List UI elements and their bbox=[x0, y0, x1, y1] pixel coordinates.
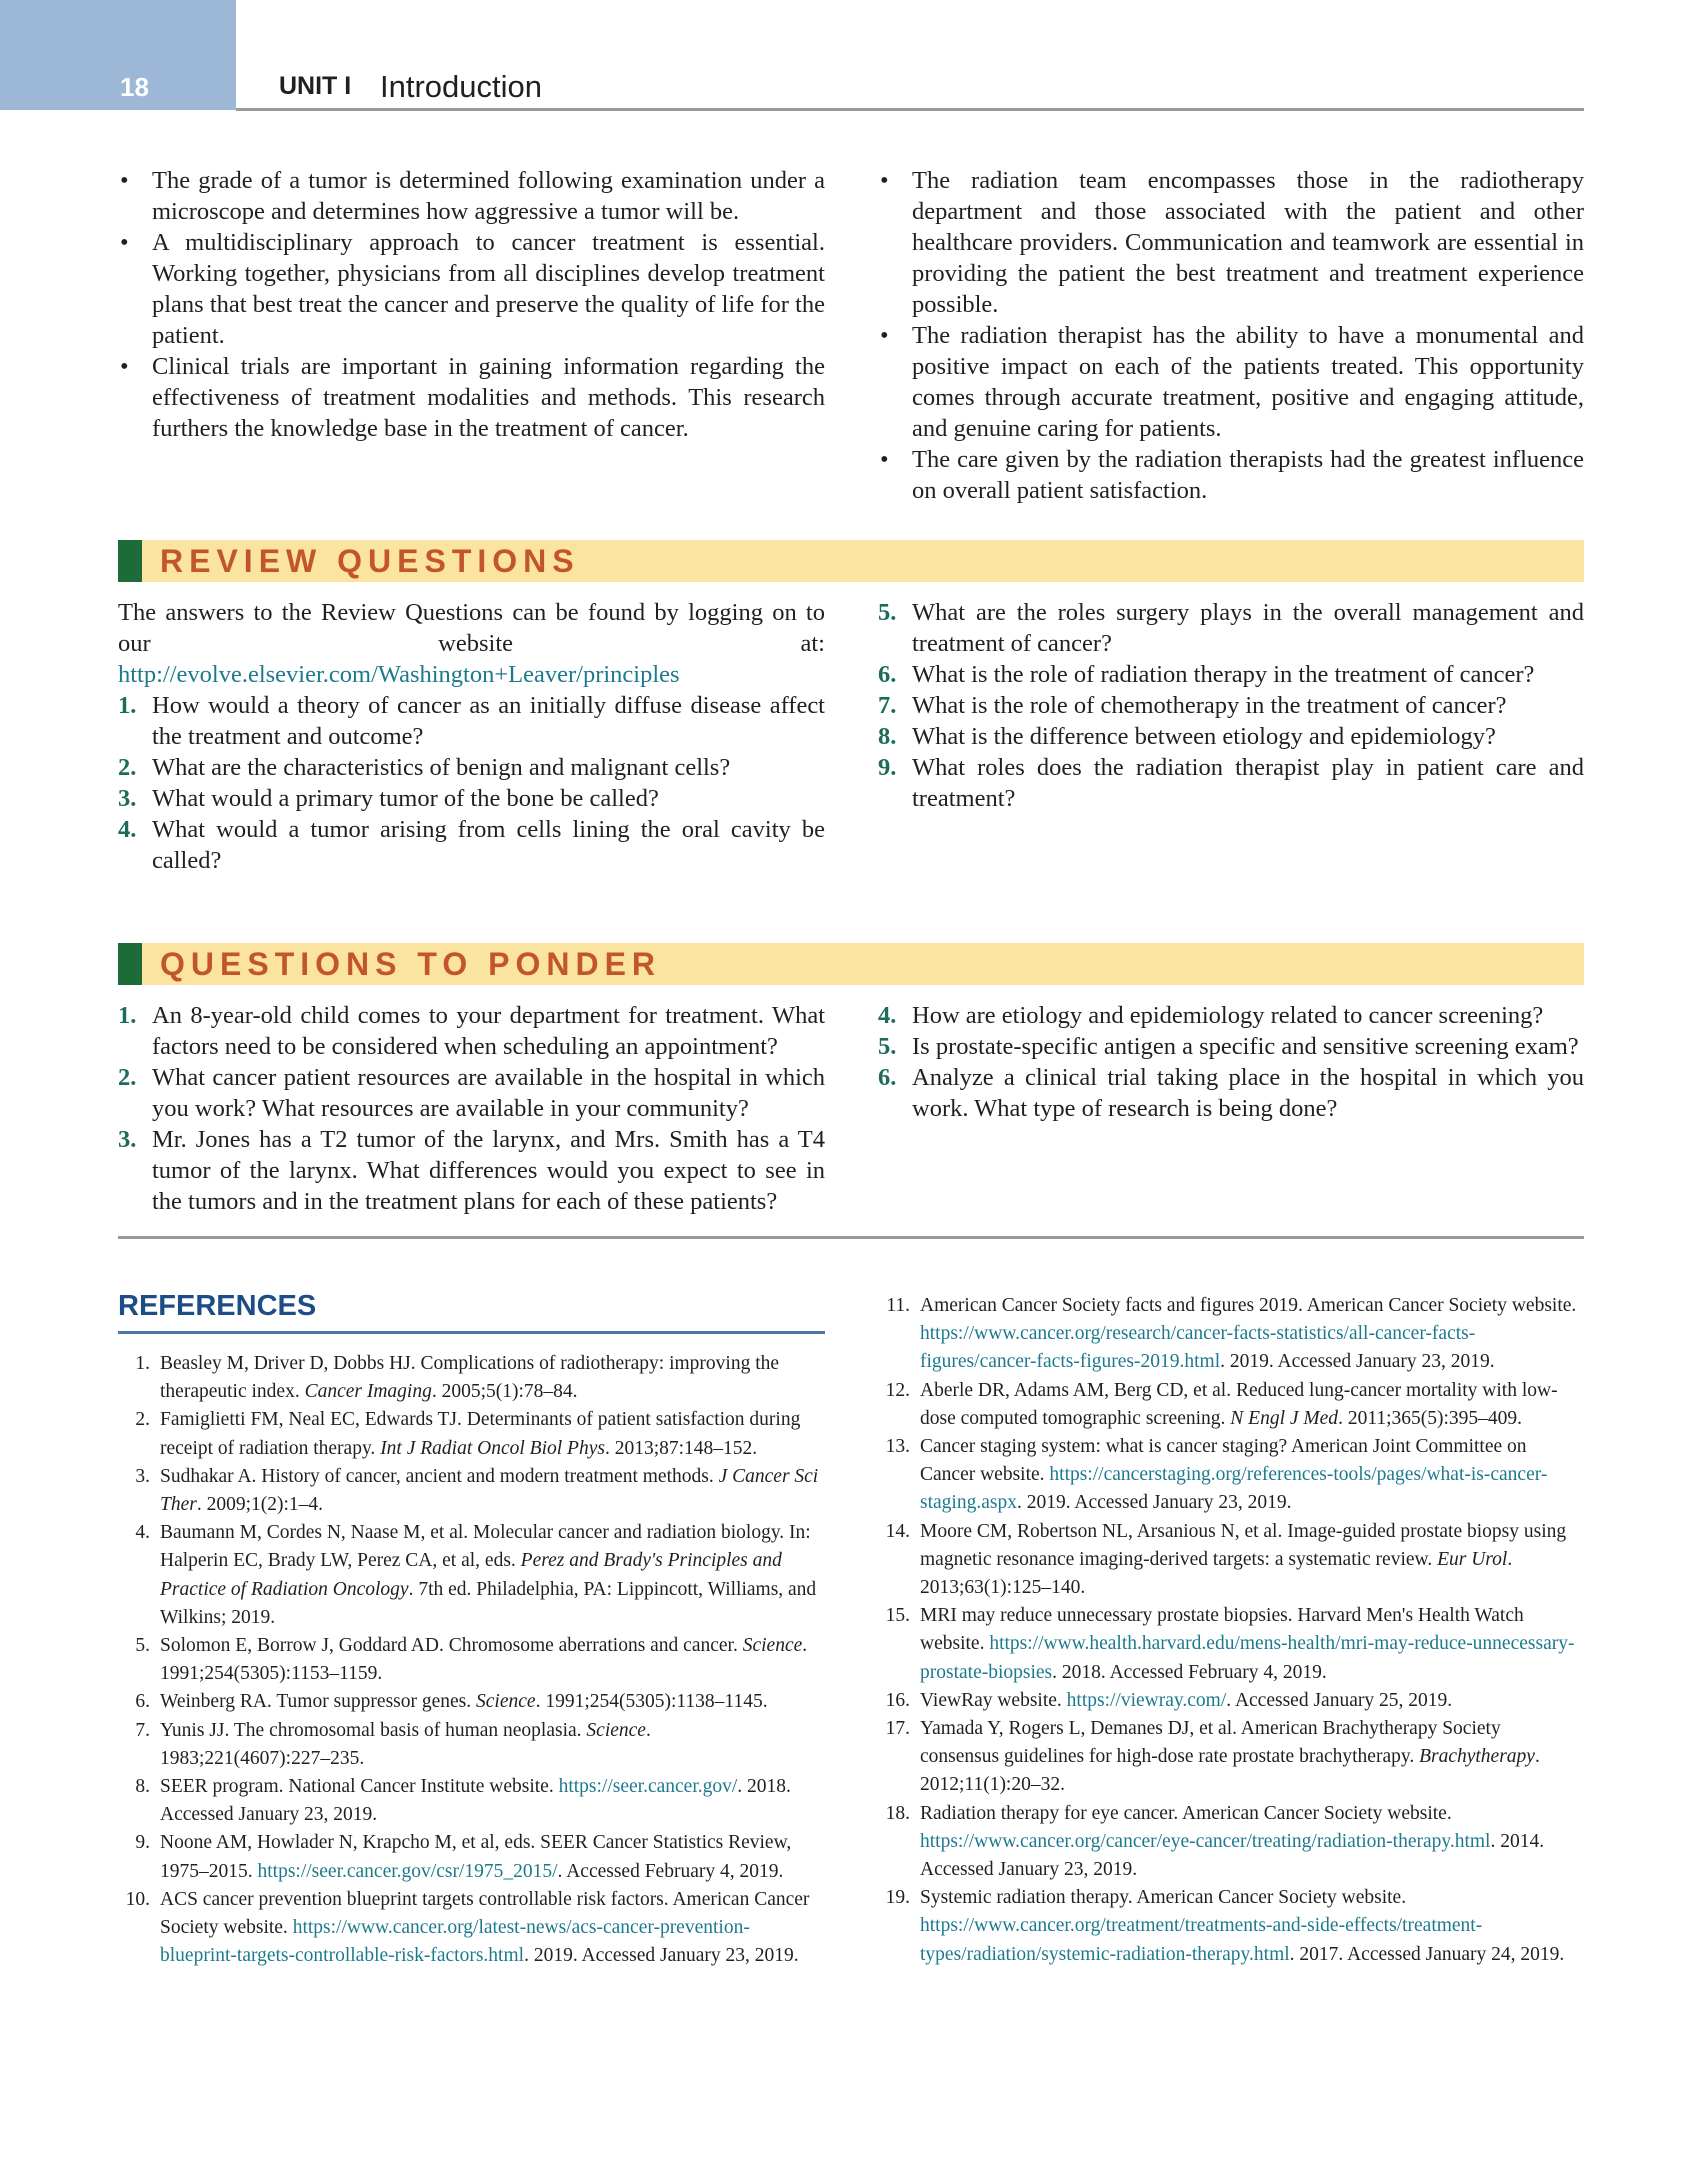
review-question bbox=[878, 752, 1584, 814]
reference-item bbox=[118, 1773, 825, 1829]
reference-text: Radiation therapy for eye cancer. American Cancer Society website. bbox=[920, 1802, 1452, 1824]
reference-link[interactable]: https://www.cancer.org/cancer/eye-cancer/treating/radiation-therapy.html bbox=[920, 1830, 1491, 1852]
reference-text: Cancer staging system: what is cancer staging? American Joint Committee on Cancer website. bbox=[920, 1436, 1527, 1486]
ponder-banner bbox=[118, 943, 1584, 985]
reference-text: ACS cancer prevention blueprint targets controllable risk factors. American Cancer Society website. bbox=[160, 1888, 810, 1939]
question-number: 7. bbox=[878, 692, 897, 719]
reference-journal: Science bbox=[476, 1691, 536, 1713]
question-number: 3. bbox=[118, 785, 137, 812]
question-text: What roles does the radiation therapist play in patient care and treatment? bbox=[912, 754, 1584, 812]
review-question-list bbox=[878, 597, 1584, 814]
reference-link[interactable]: https://www.cancer.org/treatment/treatments-and-side-effects/treatment-types/radiation/systemic-radiation-therapy.html bbox=[920, 1915, 1483, 1965]
review-questions-title: REVIEW QUESTIONS bbox=[160, 543, 580, 579]
reference-tail: . 1983;221(4607):227–235. bbox=[160, 1719, 651, 1769]
reference-item bbox=[118, 1463, 825, 1519]
ponder-question bbox=[878, 1062, 1584, 1124]
review-intro bbox=[118, 597, 825, 690]
review-question bbox=[118, 690, 825, 752]
reference-number: 12. bbox=[885, 1379, 910, 1401]
reference-text: Famiglietti FM, Neal EC, Edwards TJ. Determinants of patient satisfaction during receipt of radiation therapy. bbox=[160, 1409, 801, 1459]
question-number: 1. bbox=[118, 692, 137, 719]
reference-tail: . 2013;63(1):125–140. bbox=[920, 1548, 1513, 1599]
review-question bbox=[878, 690, 1584, 721]
reference-number: 18. bbox=[885, 1802, 910, 1824]
reference-text: Yunis JJ. The chromosomal basis of human neoplasia. bbox=[160, 1719, 587, 1741]
reference-journal: N Engl J Med bbox=[1230, 1407, 1339, 1429]
question-text: Analyze a clinical trial taking place in the hospital in which you work. What type of research is being done? bbox=[912, 1064, 1584, 1122]
reference-item bbox=[878, 1884, 1584, 1969]
references-right-column bbox=[878, 1292, 1584, 1969]
ponder-question bbox=[118, 1000, 825, 1062]
summary-bullet: • The care given by the radiation therapists had the greatest influence on overall patient satisfaction. bbox=[878, 444, 1584, 506]
reference-list bbox=[878, 1292, 1584, 1969]
reference-link[interactable]: https://www.cancer.org/research/cancer-facts-statistics/all-cancer-facts-figures/cancer-facts-figures-2019.html bbox=[920, 1323, 1476, 1373]
reference-tail: . 2017. Accessed January 24, 2019. bbox=[1289, 1943, 1565, 1965]
summary-bullet: • The grade of a tumor is determined following examination under a microscope and determines how aggressive a tumor will be. bbox=[118, 165, 825, 227]
review-question bbox=[118, 752, 825, 783]
review-question bbox=[878, 597, 1584, 659]
section-divider bbox=[118, 1236, 1584, 1239]
chapter-title: Introduction bbox=[380, 69, 542, 104]
review-right-column bbox=[878, 597, 1584, 814]
reference-item bbox=[118, 1519, 825, 1632]
review-question-list bbox=[118, 690, 825, 876]
reference-text: Aberle DR, Adams AM, Berg CD, et al. Reduced lung-cancer mortality with low-dose computed tomographic screening. bbox=[920, 1379, 1558, 1429]
reference-item bbox=[878, 1715, 1584, 1800]
ponder-title: QUESTIONS TO PONDER bbox=[160, 946, 662, 982]
reference-tail: . 2019. Accessed January 23, 2019. bbox=[524, 1945, 799, 1967]
reference-number: 2. bbox=[135, 1409, 150, 1431]
reference-tail: . 2014. Accessed January 23, 2019. bbox=[920, 1830, 1545, 1881]
evolve-link[interactable]: http://evolve.elsevier.com/Washington+Leaver/principles bbox=[118, 661, 680, 688]
ponder-left-column bbox=[118, 1000, 825, 1217]
reference-number: 1. bbox=[135, 1353, 150, 1374]
reference-item bbox=[878, 1518, 1584, 1603]
summary-bullet: • The radiation team encompasses those in the radiotherapy department and those associated with the patient and other healthcare providers. Communication and teamwork are essential in providing the patient the best treatment and treatment experience possible. bbox=[878, 165, 1584, 320]
question-text: What are the characteristics of benign and malignant cells? bbox=[152, 754, 731, 781]
summary-bullet: • Clinical trials are important in gaining information regarding the effectiveness of treatment modalities and methods. This research furthers the knowledge base in the treatment of cancer. bbox=[118, 351, 825, 444]
reference-number: 8. bbox=[135, 1776, 150, 1798]
section-marker bbox=[118, 540, 142, 582]
reference-tail: . 2019. Accessed January 23, 2019. bbox=[1016, 1492, 1292, 1514]
review-question bbox=[118, 783, 825, 814]
ponder-question-list bbox=[878, 1000, 1584, 1124]
reference-journal: Brachytherapy bbox=[1419, 1746, 1535, 1768]
question-number: 6. bbox=[878, 661, 897, 688]
reference-item bbox=[878, 1292, 1584, 1377]
reference-number: 4. bbox=[135, 1522, 150, 1544]
review-left-column bbox=[118, 597, 825, 876]
ponder-question-list bbox=[118, 1000, 825, 1217]
page-number: 18 bbox=[120, 72, 149, 102]
question-number: 9. bbox=[878, 754, 897, 781]
reference-link[interactable]: https://seer.cancer.gov/ bbox=[558, 1776, 738, 1798]
reference-journal: Eur Urol bbox=[1437, 1548, 1508, 1570]
unit-label: UNIT I bbox=[279, 72, 352, 100]
question-number: 3. bbox=[118, 1126, 137, 1153]
ponder-question bbox=[878, 1000, 1584, 1031]
reference-item bbox=[878, 1377, 1584, 1433]
reference-journal: J Cancer Sci Ther bbox=[160, 1465, 819, 1516]
references-heading-rule bbox=[118, 1331, 825, 1334]
reference-tail: . 2018. Accessed January 23, 2019. bbox=[160, 1776, 791, 1826]
reference-journal: Cancer Imaging bbox=[304, 1381, 432, 1403]
reference-item bbox=[118, 1406, 825, 1462]
reference-tail: . 1991;254(5305):1153–1159. bbox=[160, 1635, 808, 1685]
summary-bullet-list bbox=[878, 165, 1584, 506]
reference-tail: . 2005;5(1):78–84. bbox=[431, 1381, 578, 1403]
section-marker bbox=[118, 943, 142, 985]
review-intro-text: The answers to the Review Questions can be found by logging on to our website at: bbox=[118, 599, 825, 657]
reference-tail: . 2012;11(1):20–32. bbox=[920, 1746, 1540, 1796]
summary-bullet-list bbox=[118, 165, 825, 444]
review-question bbox=[118, 814, 825, 876]
reference-number: 19. bbox=[885, 1887, 910, 1909]
question-number: 4. bbox=[878, 1002, 897, 1029]
reference-item bbox=[118, 1717, 825, 1773]
reference-number: 13. bbox=[885, 1436, 910, 1458]
question-text: An 8-year-old child comes to your department for treatment. What factors need to be considered when scheduling an appointment? bbox=[152, 1002, 825, 1060]
question-number: 2. bbox=[118, 1064, 137, 1091]
ponder-question bbox=[118, 1062, 825, 1124]
question-text: What is the difference between etiology and epidemiology? bbox=[912, 723, 1496, 750]
reference-number: 3. bbox=[135, 1465, 150, 1487]
reference-link[interactable]: https://www.cancer.org/latest-news/acs-cancer-prevention-blueprint-targets-controllable-risk-factors.html bbox=[160, 1917, 750, 1967]
references-heading: REFERENCES bbox=[118, 1290, 317, 1322]
reference-item bbox=[118, 1632, 825, 1688]
reference-tail: . 2009;1(2):1–4. bbox=[196, 1494, 324, 1516]
reference-item bbox=[118, 1688, 825, 1716]
reference-text: Solomon E, Borrow J, Goddard AD. Chromosome aberrations and cancer. bbox=[160, 1635, 743, 1657]
reference-text: Systemic radiation therapy. American Cancer Society website. bbox=[920, 1887, 1407, 1909]
question-text: What is the role of radiation therapy in the treatment of cancer? bbox=[912, 661, 1535, 688]
reference-item bbox=[878, 1602, 1584, 1687]
reference-tail: . 2019. Accessed January 23, 2019. bbox=[1220, 1351, 1495, 1373]
reference-tail: . 2011;365(5):395–409. bbox=[1338, 1407, 1523, 1429]
summary-right-column bbox=[878, 165, 1584, 506]
reference-text: Baumann M, Cordes N, Naase M, et al. Molecular cancer and radiation biology. In: Halperin EC, Brady LW, Perez CA, et al, eds. bbox=[160, 1522, 811, 1572]
reference-tail: . 7th ed. Philadelphia, PA: Lippincott, Williams, and Wilkins; 2019. bbox=[160, 1578, 817, 1628]
reference-tail: . Accessed February 4, 2019. bbox=[557, 1860, 784, 1882]
header-rule bbox=[236, 108, 1584, 111]
question-text: Is prostate-specific antigen a specific and sensitive screening exam? bbox=[912, 1033, 1579, 1060]
reference-text: Sudhakar A. History of cancer, ancient and modern treatment methods. bbox=[160, 1465, 719, 1487]
review-questions-banner bbox=[118, 540, 1584, 582]
reference-text: Beasley M, Driver D, Dobbs HJ. Complications of radiotherapy: improving the therapeutic index. bbox=[160, 1353, 780, 1403]
reference-item bbox=[118, 1886, 825, 1971]
reference-tail: . Accessed January 25, 2019. bbox=[1226, 1689, 1453, 1711]
reference-tail: . 2013;87:148–152. bbox=[604, 1437, 758, 1459]
reference-link[interactable]: https://viewray.com/ bbox=[1066, 1689, 1227, 1711]
question-number: 2. bbox=[118, 754, 137, 781]
reference-text: ViewRay website. bbox=[920, 1689, 1067, 1711]
reference-number: 6. bbox=[135, 1691, 150, 1713]
reference-journal: Science bbox=[742, 1635, 803, 1657]
summary-bullet: • The radiation therapist has the ability to have a monumental and positive impact on each of the patients treated. This opportunity comes through accurate treatment, positive and engaging attitude, and genuine caring for patients. bbox=[878, 320, 1584, 444]
reference-item bbox=[878, 1800, 1584, 1885]
reference-list bbox=[118, 1350, 825, 1970]
reference-link[interactable]: https://seer.cancer.gov/csr/1975_2015/ bbox=[257, 1860, 558, 1882]
reference-text: Noone AM, Howlader N, Krapcho M, et al, eds. SEER Cancer Statistics Review, 1975–2015. bbox=[160, 1832, 792, 1882]
question-number: 5. bbox=[878, 1033, 897, 1060]
ponder-question bbox=[878, 1031, 1584, 1062]
reference-item bbox=[118, 1829, 825, 1885]
question-number: 5. bbox=[878, 599, 897, 626]
question-text: What are the roles surgery plays in the overall management and treatment of cancer? bbox=[912, 599, 1584, 657]
reference-journal: Science bbox=[586, 1719, 646, 1741]
reference-text: SEER program. National Cancer Institute website. bbox=[160, 1776, 559, 1798]
reference-number: 9. bbox=[135, 1832, 150, 1854]
review-question bbox=[878, 721, 1584, 752]
question-number: 4. bbox=[118, 816, 137, 843]
question-text: What would a tumor arising from cells lining the oral cavity be called? bbox=[152, 816, 825, 874]
question-text: What would a primary tumor of the bone be called? bbox=[152, 785, 659, 812]
question-text: How would a theory of cancer as an initially diffuse disease affect the treatment and outcome? bbox=[152, 692, 825, 750]
reference-link[interactable]: https://cancerstaging.org/references-tools/pages/what-is-cancer-staging.aspx bbox=[920, 1464, 1548, 1514]
reference-number: 16. bbox=[885, 1689, 910, 1711]
reference-item bbox=[118, 1350, 825, 1406]
reference-journal: Int J Radiat Oncol Biol Phys bbox=[380, 1437, 605, 1459]
references-left-column bbox=[118, 1350, 825, 1970]
reference-number: 10. bbox=[125, 1888, 150, 1910]
question-text: What is the role of chemotherapy in the treatment of cancer? bbox=[912, 692, 1507, 719]
ponder-right-column bbox=[878, 1000, 1584, 1124]
reference-number: 5. bbox=[135, 1635, 150, 1657]
reference-number: 14. bbox=[885, 1520, 910, 1542]
reference-text: Moore CM, Robertson NL, Arsanious N, et al. Image-guided prostate biopsy using magnetic resonance imaging-derived targets: a systematic review. bbox=[920, 1520, 1567, 1570]
reference-link[interactable]: https://www.health.harvard.edu/mens-health/mri-may-reduce-unnecessary-prostate-biopsies bbox=[920, 1633, 1575, 1683]
question-number: 6. bbox=[878, 1064, 897, 1091]
reference-item bbox=[878, 1687, 1584, 1715]
reference-tail: . 2018. Accessed February 4, 2019. bbox=[1052, 1661, 1327, 1683]
summary-bullet: • A multidisciplinary approach to cancer treatment is essential. Working together, physicians from all disciplines develop treatment plans that best treat the cancer and preserve the quality of life for the patient. bbox=[118, 227, 825, 351]
page-number-box bbox=[0, 0, 236, 110]
reference-text: MRI may reduce unnecessary prostate biopsies. Harvard Men's Health Watch website. bbox=[920, 1605, 1524, 1655]
question-text: Mr. Jones has a T2 tumor of the larynx, and Mrs. Smith has a T4 tumor of the larynx. What differences would you expect to see in the tumors and in the treatment plans for each of these patients? bbox=[152, 1126, 825, 1215]
question-text: How are etiology and epidemiology related to cancer screening? bbox=[912, 1002, 1544, 1029]
reference-tail: . 1991;254(5305):1138–1145. bbox=[535, 1691, 768, 1713]
reference-journal: Perez and Brady's Principles and Practice of Radiation Oncology bbox=[160, 1550, 782, 1600]
reference-text: American Cancer Society facts and figures 2019. American Cancer Society website. bbox=[920, 1295, 1577, 1316]
summary-left-column bbox=[118, 165, 825, 444]
reference-text: Weinberg RA. Tumor suppressor genes. bbox=[160, 1691, 477, 1713]
question-number: 8. bbox=[878, 723, 897, 750]
reference-item bbox=[878, 1433, 1584, 1518]
ponder-question bbox=[118, 1124, 825, 1217]
reference-text: Yamada Y, Rogers L, Demanes DJ, et al. American Brachytherapy Society consensus guidelines for high-dose rate prostate brachytherapy. bbox=[920, 1718, 1501, 1768]
question-number: 1. bbox=[118, 1002, 137, 1029]
reference-number: 17. bbox=[885, 1718, 910, 1740]
reference-number: 15. bbox=[885, 1605, 910, 1627]
review-question bbox=[878, 659, 1584, 690]
reference-number: 7. bbox=[135, 1719, 150, 1741]
question-text: What cancer patient resources are available in the hospital in which you work? What resources are available in your community? bbox=[152, 1064, 825, 1122]
reference-number: 11. bbox=[886, 1295, 910, 1316]
